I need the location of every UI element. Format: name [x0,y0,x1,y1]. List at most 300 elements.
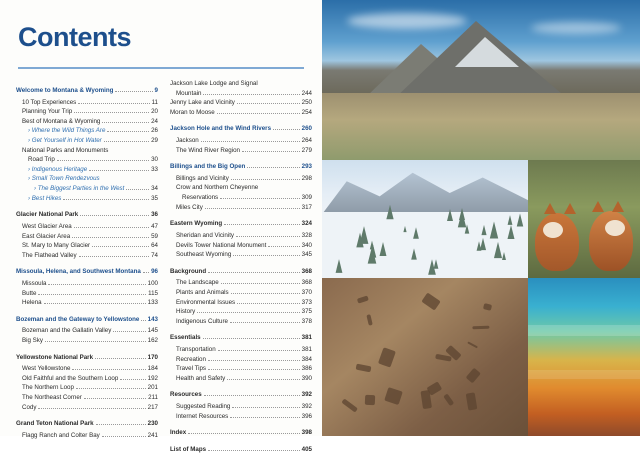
toc-entry-label: St. Mary to Many Glacier [22,242,91,250]
leader-dots [247,167,299,168]
snow-cap-shape [455,37,519,67]
fox-ear [544,203,556,214]
leader-dots [80,215,149,216]
toc-page-number: 368 [301,267,312,275]
toc-entry[interactable] [170,402,312,412]
toc-section-label: Welcome to Montana & Wyoming [16,87,114,94]
toc-section-heading[interactable] [170,333,312,343]
toc-entry-label: East Glacier Area [22,232,71,240]
toc-entry[interactable] [170,174,312,184]
toc-entry[interactable] [16,393,158,403]
petroglyph-mark [378,348,395,368]
leader-dots [201,141,300,142]
leader-dots [45,341,146,342]
toc-page-number: 20 [151,108,158,116]
toc-page-number: 11 [151,98,158,106]
leader-dots [233,255,299,256]
leader-dots [236,236,300,237]
toc-page-number: 309 [301,194,312,202]
toc-entry[interactable] [170,79,312,89]
toc-column-left [16,79,158,457]
toc-page-number: 29 [151,137,158,145]
toc-entry-label: Sheridan and Vicinity [176,231,235,239]
toc-entry[interactable] [16,232,158,242]
toc-entry[interactable] [16,194,158,204]
toc-section-heading[interactable] [16,419,158,429]
leader-dots [237,103,300,104]
leader-dots [208,450,300,451]
toc-entry-label: Transportation [176,346,216,354]
toc-entry-label: Mountain [176,89,202,97]
toc-page-number: 201 [147,384,158,392]
toc-entry[interactable] [16,279,158,289]
leader-dots [143,272,149,273]
toc-entry-label: Health and Safety [176,374,226,382]
toc-page-number: 217 [147,403,158,411]
toc-entry-label: Planning Your Trip [22,108,73,116]
toc-entry[interactable] [170,278,312,288]
toc-entry[interactable] [16,298,158,308]
toc-page-number: 250 [301,99,312,107]
toc-page-number: 381 [301,334,312,342]
toc-section-heading[interactable] [16,86,158,96]
toc-section-label: Background [170,267,207,275]
tree-shape [502,252,506,260]
toc-entry-label: 10 Top Experiences [22,98,77,106]
toc-entry-label: Moran to Moose [170,108,215,116]
toc-entry[interactable] [16,403,158,413]
contents-page-right [322,0,640,436]
toc-page-number: 30 [151,156,158,164]
hot-spring-photo [528,278,640,436]
toc-page-number: 96 [151,268,158,276]
toc-entry[interactable] [170,183,312,193]
toc-page-number: 328 [301,231,312,239]
toc-page-number: 34 [151,185,158,193]
toc-entry[interactable] [170,374,312,384]
petroglyph-mark [443,394,454,407]
toc-entry[interactable] [16,383,158,393]
toc-entry[interactable] [170,345,312,355]
toc-section-heading[interactable] [16,267,158,277]
tree-shape [380,242,387,256]
toc-column-right [170,79,312,457]
leader-dots [205,208,300,209]
tree-shape [411,248,417,259]
toc-entry-label: Suggested Reading [176,403,231,411]
leader-dots [203,338,300,339]
toc-entry[interactable] [170,108,312,118]
toc-entry[interactable] [170,288,312,298]
leader-dots [44,303,146,304]
toc-page-number: 373 [301,298,312,306]
petroglyph-mark [385,387,403,405]
toc-entry-label: West Glacier Area [22,222,72,230]
toc-page-number: 254 [301,108,312,116]
toc-page-number: 293 [301,163,312,171]
leader-dots [220,198,300,199]
toc-page-number: 211 [148,394,158,402]
toc-section-heading[interactable] [170,267,312,277]
toc-section-label: Billings and the Big Open [170,163,246,171]
toc-page-number: 324 [301,220,312,228]
leader-dots [74,112,149,113]
leader-dots [89,170,149,171]
leader-dots [78,103,149,104]
petroglyph-mark [421,292,441,310]
tree-shape [508,225,515,239]
petroglyph-mark [484,303,493,310]
background-ridge [322,167,528,214]
toc-entry[interactable] [170,298,312,308]
toc-section-heading[interactable] [170,124,312,134]
toc-entry-label: › Get Yourself in Hot Water [28,137,102,145]
leader-dots [227,379,299,380]
toc-section-heading[interactable] [170,162,312,172]
toc-page-number: 375 [301,308,312,316]
toc-entry[interactable] [16,289,158,299]
toc-section-label: List of Maps [170,445,207,453]
leader-dots [208,272,300,273]
toc-entry-label: Flagg Ranch and Colter Bay [22,431,100,439]
tree-shape [403,225,406,231]
toc-entry[interactable] [170,231,312,241]
toc-page-number: 133 [147,299,158,307]
toc-page-number: 279 [301,146,312,154]
petroglyph-mark [366,313,372,325]
leader-dots [38,294,146,295]
toc-section-label: Missoula, Helena, and Southwest Montana [16,268,141,276]
leader-dots [218,350,300,351]
tree-shape [507,215,512,225]
tree-shape [516,214,522,227]
leader-dots [102,436,146,437]
leader-dots [92,246,149,247]
toc-entry-label: Old Faithful and the Southern Loop [22,374,119,382]
toc-entry[interactable] [16,222,158,232]
leader-dots [72,237,149,238]
leader-dots [79,256,150,257]
toc-entry-label: Helena [22,299,42,307]
leader-dots [95,358,146,359]
toc-page-number: 396 [301,412,312,420]
leader-dots [217,113,300,114]
leader-dots [84,398,146,399]
toc-entry[interactable] [16,126,158,136]
toc-entry-label: Best of Montana & Wyoming [22,117,101,125]
toc-entry-label: Miles City [176,203,203,211]
toc-entry-label: › The Biggest Parties in the West [34,185,125,193]
toc-section-label: Index [170,429,187,437]
toc-entry[interactable] [170,412,312,422]
toc-page-number: 143 [147,315,158,323]
toc-entry[interactable] [16,117,158,127]
toc-entry[interactable] [16,98,158,108]
toc-page-number: 100 [147,279,158,287]
toc-entry-label: Butte [22,289,37,297]
toc-columns [16,79,312,457]
toc-page-number: 192 [147,374,158,382]
toc-page-number: 9 [154,87,158,94]
toc-entry-label: Cody [22,403,37,411]
toc-entry-label: › Best Hikes [28,194,62,202]
toc-page-number: 24 [151,117,158,125]
petroglyph-photo [322,278,528,436]
toc-entry[interactable] [170,364,312,374]
toc-entry[interactable] [16,146,158,156]
toc-page-number: 392 [301,391,312,399]
leader-dots [63,199,149,200]
petroglyph-mark [342,398,359,413]
toc-entry-label: Reservations [182,194,219,202]
tree-shape [459,208,465,220]
petroglyph-mark [355,363,371,372]
toc-entry-label: Jackson [176,137,199,145]
toc-entry[interactable] [16,241,158,251]
tree-shape [367,247,376,264]
petroglyph-mark [466,392,478,410]
toc-page-number: 381 [301,346,312,354]
leader-dots [115,91,152,92]
toc-section-heading[interactable] [16,353,158,363]
toc-page-number: 390 [301,374,312,382]
leader-dots [232,407,299,408]
toc-page-number: 260 [301,125,312,133]
leader-dots [74,227,149,228]
toc-page-number: 115 [148,289,158,297]
leader-dots [224,224,300,225]
toc-entry[interactable] [16,326,158,336]
toc-entry-label: Bozeman and the Gallatin Valley [22,327,112,335]
tree-shape [413,228,419,240]
toc-page-number: 386 [301,365,312,373]
toc-entry[interactable] [16,184,158,194]
petroglyph-mark [466,368,481,384]
toc-entry[interactable] [170,241,312,251]
leader-dots [113,331,145,332]
leader-dots [102,122,149,123]
toc-page-number: 378 [301,317,312,325]
leader-dots [197,312,299,313]
toc-entry[interactable] [170,89,312,99]
petroglyph-mark [364,394,374,404]
toc-entry[interactable] [170,203,312,213]
spring-band [528,370,640,379]
tree-shape [356,233,363,248]
toc-entry-label: The Northeast Corner [22,394,82,402]
toc-section-label: Bozeman and the Gateway to Yellowstone [16,315,140,323]
toc-entry-label: Road Trip [28,156,55,164]
toc-section-label: Resources [170,391,202,399]
tree-shape [494,242,502,258]
petroglyph-mark [472,325,490,329]
leader-dots [204,395,300,396]
leader-dots [120,379,145,380]
toc-page-number: 264 [301,137,312,145]
petroglyph-mark [356,295,368,303]
toc-page-number: 33 [151,165,158,173]
leader-dots [76,388,146,389]
toc-entry-label: The Wind River Region [176,146,240,154]
leader-dots [231,293,300,294]
toc-page-number: 405 [301,445,312,453]
toc-page-number: 59 [151,232,158,240]
toc-entry-label: Travel Tips [176,365,207,373]
toc-page-number: 368 [301,279,312,287]
toc-page-number: 244 [301,89,312,97]
toc-entry[interactable] [170,250,312,260]
fox-ear [592,201,604,212]
toc-entry-label: Recreation [176,355,206,363]
toc-entry-label: Jenny Lake and Vicinity [170,99,235,107]
leader-dots [273,129,300,130]
toc-page-number: 184 [147,365,158,373]
foreground-ridge [322,93,640,160]
toc-page-number: 398 [301,429,312,437]
tree-shape [490,221,498,238]
page-title: Contents [18,22,131,52]
petroglyph-mark [467,342,478,349]
toc-entry-label: › Where the Wild Things Are [28,127,106,135]
toc-entry[interactable] [170,307,312,317]
toc-page-number: 64 [151,242,158,250]
toc-entry-label: Billings and Vicinity [176,174,229,182]
toc-entry[interactable] [16,165,158,175]
leader-dots [230,417,299,418]
tree-shape [482,224,487,234]
toc-section-label: Grand Teton National Park [16,420,94,428]
toc-page-number: 47 [151,222,158,230]
toc-entry-label: Plants and Animals [176,288,229,296]
toc-page-number: 145 [147,327,158,335]
toc-entry[interactable] [16,174,158,184]
title-rule [18,67,304,69]
toc-entry-label: Missoula [22,279,47,287]
leader-dots [141,320,145,321]
toc-page-number: 35 [151,194,158,202]
toc-section-heading[interactable] [170,445,312,455]
toc-entry[interactable] [170,355,312,365]
toc-entry[interactable] [170,193,312,203]
toc-entry-label: The Flathead Valley [22,251,77,259]
spring-band [528,325,640,336]
fox-kits-photo [528,160,640,278]
toc-entry-label: Big Sky [22,337,43,345]
fox-ear [564,203,576,214]
toc-entry-label: Internet Resources [176,412,229,420]
leader-dots [230,322,300,323]
toc-entry-label: National Parks and Monuments [22,146,109,154]
toc-section-heading[interactable] [170,390,312,400]
toc-entry-label: Environmental Issues [176,298,236,306]
toc-page-number: 36 [151,211,158,219]
leader-dots [48,284,145,285]
toc-section-heading[interactable] [170,219,312,229]
toc-entry[interactable] [16,107,158,117]
toc-page-number: 230 [147,420,158,428]
toc-section-heading[interactable] [16,210,158,220]
tree-shape [428,259,436,274]
toc-entry-label: The Northern Loop [22,384,74,392]
leader-dots [208,360,300,361]
toc-entry-label: › Indigenous Heritage [28,165,88,173]
toc-entry[interactable] [16,364,158,374]
fox-face [543,222,563,238]
toc-entry[interactable] [170,146,312,156]
toc-page-number: 345 [301,251,312,259]
toc-page-number: 317 [301,203,312,211]
leader-dots [268,246,299,247]
toc-entry[interactable] [170,317,312,327]
toc-page-number: 340 [301,241,312,249]
toc-entry[interactable] [170,98,312,108]
fox-face [605,220,625,236]
toc-page-number: 26 [151,127,158,135]
toc-entry-label: Crow and Northern Cheyenne [176,184,259,192]
tree-shape [336,259,343,273]
leader-dots [126,189,149,190]
mountain-peaks-photo [322,0,640,160]
toc-entry-label: History [176,308,196,316]
fox-ear [612,201,624,212]
leader-dots [188,433,300,434]
toc-entry[interactable] [16,251,158,261]
leader-dots [107,131,149,132]
toc-section-heading[interactable] [170,428,312,438]
snowy-trees-photo [322,160,528,278]
tree-shape [447,209,453,221]
tree-shape [386,205,393,220]
leader-dots [104,141,149,142]
leader-dots [242,151,300,152]
tree-shape [480,238,486,250]
toc-section-heading[interactable] [16,315,158,325]
toc-entry[interactable] [16,336,158,346]
leader-dots [38,408,145,409]
toc-entry-label: Devils Tower National Monument [176,241,267,249]
toc-section-label: Yellowstone National Park [16,353,94,361]
toc-page-number: 162 [147,337,158,345]
toc-entry-label: Indigenous Culture [176,317,228,325]
tree-shape [465,224,470,233]
toc-entry-label: › Small Town Rendezvous [28,175,100,183]
toc-page-number: 392 [301,403,312,411]
toc-entry[interactable] [16,136,158,146]
leader-dots [237,303,300,304]
leader-dots [96,424,146,425]
toc-entry[interactable] [16,374,158,384]
toc-entry-label: West Yellowstone [22,365,71,373]
leader-dots [72,369,145,370]
toc-page-number: 370 [301,288,312,296]
toc-entry[interactable] [16,155,158,165]
toc-page-number: 170 [147,353,158,361]
toc-entry[interactable] [170,136,312,146]
leader-dots [221,283,300,284]
toc-entry-label: Jackson Lake Lodge and Signal [170,80,258,87]
toc-section-label: Jackson Hole and the Wind Rivers [170,125,272,133]
leader-dots [208,369,300,370]
toc-page-number: 298 [301,174,312,182]
leader-dots [57,160,149,161]
toc-section-label: Glacier National Park [16,211,79,219]
toc-entry-label: The Landscape [176,279,219,287]
toc-section-label: Essentials [170,334,201,342]
toc-section-label: Eastern Wyoming [170,220,223,228]
toc-page-number: 241 [147,431,158,439]
toc-page-number: 384 [301,355,312,363]
leader-dots [231,179,300,180]
